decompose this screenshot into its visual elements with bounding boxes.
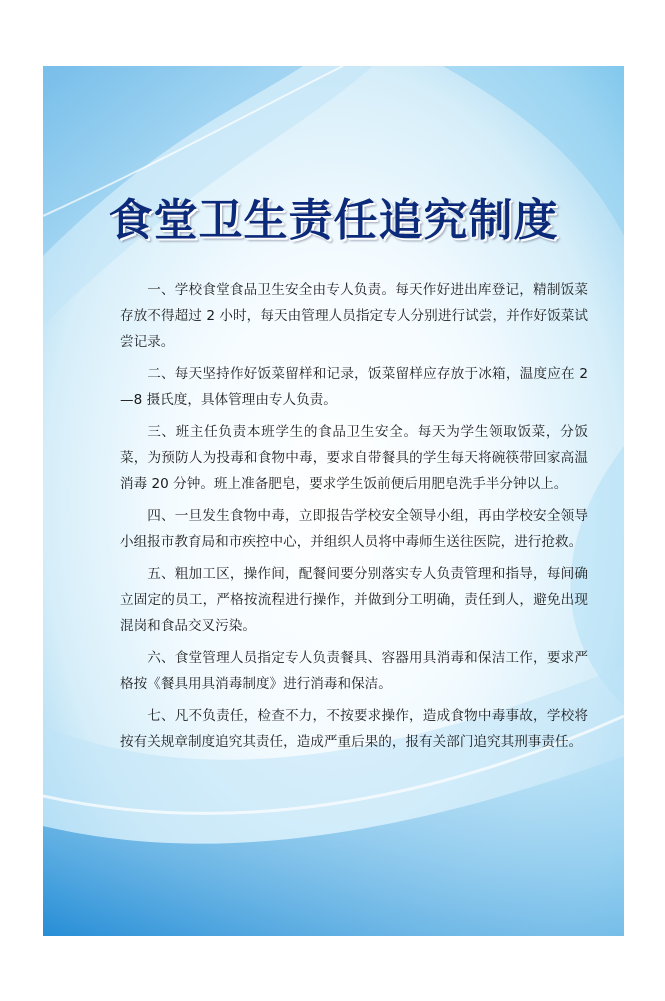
regulation-item-2: 二、每天坚持作好饭菜留样和记录，饭菜留样应存放于冰箱，温度应在 2—8 摄氏度，具体管理由专人负责。	[120, 366, 588, 408]
regulation-item-4: 四、一旦发生食物中毒，立即报告学校安全领导小组，再由学校安全领导小组报市教育局和市疾控中心，并组织人员将中毒师生送往医院，进行抢救。	[120, 508, 588, 550]
regulation-item-5: 五、粗加工区，操作间，配餐间要分别落实专人负责管理和指导，每间确立固定的员工，严格按流程进行操作，并做到分工明确，责任到人，避免出现混岗和食品交叉污染。	[120, 566, 588, 634]
regulation-body	[120, 277, 588, 761]
regulation-item-7: 七、凡不负责任，检查不力，不按要求操作，造成食物中毒事故，学校将按有关规章制度追究其责任，造成严重后果的，报有关部门追究其刑事责任。	[120, 708, 588, 750]
regulation-item-6: 六、食堂管理人员指定专人负责餐具、容器用具消毒和保洁工作，要求严格按《餐具用具消毒制度》进行消毒和保洁。	[120, 650, 588, 692]
regulation-item-1: 一、学校食堂食品卫生安全由专人负责。每天作好进出库登记，精制饭菜存放不得超过 2 小时，每天由管理人员指定专人分别进行试尝，并作好饭菜试尝记录。	[120, 282, 588, 350]
document-title: 食堂卫生责任追究制度	[108, 195, 559, 246]
regulation-item-3: 三、班主任负责本班学生的食品卫生安全。每天为学生领取饭菜，分饭菜，为预防人为投毒和食物中毒，要求自带餐具的学生每天将碗筷带回家高温消毒 20 分钟。班上准备肥皂，要求学生饭前便后用肥皂洗手半分钟以上。	[120, 424, 588, 492]
poster-board	[43, 66, 624, 936]
